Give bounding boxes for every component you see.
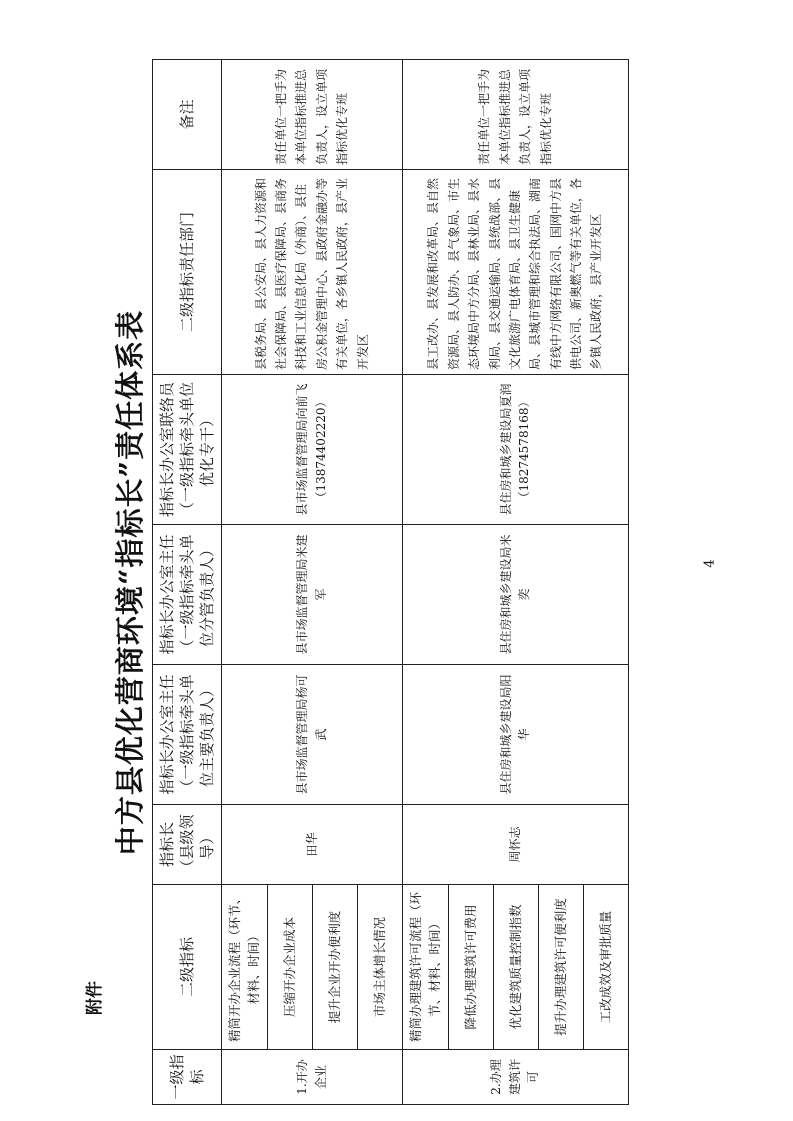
director-cell: 县市场监督管理局杨可武	[222, 665, 403, 805]
level2-cell: 提升办理建筑许可便利度	[538, 885, 583, 1050]
header-level1: 一级指标	[153, 1050, 222, 1105]
level2-cell: 工改成效及审批质量	[583, 885, 628, 1050]
depts-cell: 县工改办、县发展和改革局、县自然资源局、县人防办、县气象局、市生态环境局中方分局、县林业局、县水利局、县交通运输局、县统战部、县文化旅游广电体育局、县卫生健康局、县城市管理和综合执法局、湖南有线中方网络有限公司、国网中方县供电公司、新奥燃气等有关单位，各乡镇人民政府，县产业开发区	[402, 170, 628, 375]
director-cell: 县住房和城乡建设局阳华	[402, 665, 628, 805]
depts-cell: 县税务局、县公安局、县人力资源和社会保障局、县医疗保障局、县商务科技和工业信息化局（外商）、县住房公积金管理中心、县政府金融办等有关单位，各乡镇人民政府，县产业开发区	[222, 170, 403, 375]
deputy-cell: 县住房和城乡建设局米奕	[402, 525, 628, 665]
level2-cell: 优化建筑质量控制指数	[493, 885, 538, 1050]
level2-cell: 精简办理建筑许可流程（环节、材料、时间）	[402, 885, 448, 1050]
annex-label: 附件	[85, 981, 105, 1015]
header-level2: 二级指标	[153, 885, 222, 1050]
liaison-cell: 县住房和城乡建设局夏润（18274578168）	[402, 375, 628, 525]
header-director: 指标长办公室主任（一级指标牵头单位主要负责人）	[153, 665, 222, 805]
level2-cell: 提升企业开办便利度	[312, 885, 357, 1050]
leader-cell: 田华	[222, 805, 403, 885]
header-leader: 指标长（县级领导）	[153, 805, 222, 885]
level1-cell: 1.开办企业	[222, 1050, 403, 1105]
level2-cell: 市场主体增长情况	[357, 885, 402, 1050]
header-note: 备注	[153, 60, 222, 170]
deputy-cell: 县市场监督管理局米建军	[222, 525, 403, 665]
level2-cell: 降低办理建筑许可费用	[448, 885, 493, 1050]
header-depts: 二级指标责任部门	[153, 170, 222, 375]
leader-cell: 周怀志	[402, 805, 628, 885]
note-cell: 责任单位一把手为本单位指标推进总负责人，设立单项指标优化专班	[222, 60, 403, 170]
responsibility-table	[152, 59, 629, 1105]
header-deputy: 指标长办公室主任（一级指标牵头单位分管负责人）	[153, 525, 222, 665]
table-row	[402, 60, 448, 1105]
header-liaison: 指标长办公室联络员（一级指标牵头单位优化专干）	[153, 375, 222, 525]
header-row	[153, 60, 222, 1105]
table-sheet	[108, 60, 613, 1105]
liaison-cell: 县市场监督管理局向前飞（13874402220）	[222, 375, 403, 525]
document-title: 中方县优化营商环境“指标长”责任体系表	[113, 309, 147, 856]
level2-cell: 压缩开办企业成本	[267, 885, 312, 1050]
page-number: 4	[702, 559, 718, 568]
level1-cell: 2.办理建筑许可	[402, 1050, 628, 1105]
note-cell: 责任单位一把手为本单位指标推进总负责人，设立单项指标优化专班	[402, 60, 628, 170]
level2-cell: 精简开办企业流程（环节、材料、时间）	[222, 885, 268, 1050]
table-row	[222, 60, 268, 1105]
